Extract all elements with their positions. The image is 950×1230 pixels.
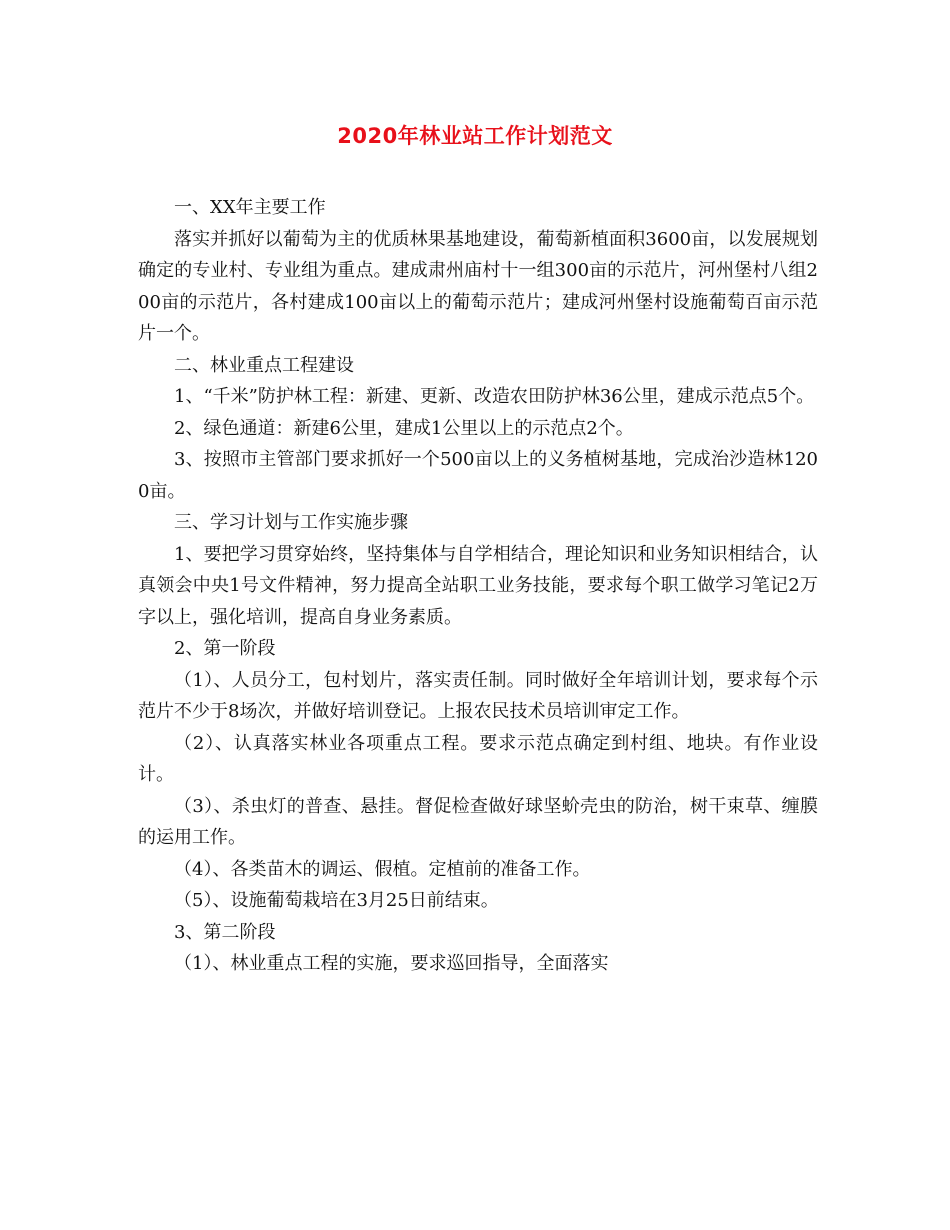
list-item-stage2-1: （1）、林业重点工程的实施，要求巡回指导，全面落实 <box>174 953 609 974</box>
paragraph-tree-planting-base: 3、按照市主管部门要求抓好一个500亩以上的义务植树基地，完成治沙造林1200亩。 <box>138 449 818 502</box>
paragraph-shelterbelt: 1、“千米”防护林工程：新建、更新、改造农田防护林36公里，建成示范点5个。 <box>174 386 815 407</box>
section-heading-3: 三、学习计划与工作实施步骤 <box>174 512 408 533</box>
stage-heading-1: 2、第一阶段 <box>174 638 276 659</box>
section-heading-2: 二、林业重点工程建设 <box>174 354 354 376</box>
list-item-stage1-1: （1）、人员分工，包村划片，落实责任制。同时做好全年培训计划，要求每个示范片不少于8场次，并做好培训登记。上报农民技术员培训审定工作。 <box>138 669 818 722</box>
document-title: 2020年林业站工作计划范文 <box>337 124 613 148</box>
list-item-stage1-5: （5）、设施葡萄栽培在3月25日前结束。 <box>174 890 499 911</box>
paragraph-study-plan: 1、要把学习贯穿始终，坚持集体与自学相结合，理论知识和业务知识相结合，认真领会中央1号文件精神，努力提高全站职工业务技能，要求每个职工做学习笔记2万字以上，强化培训，提高自身业务素质。 <box>138 543 818 628</box>
document-body <box>138 192 818 980</box>
list-item-stage1-4: （4）、各类苗木的调运、假植。定植前的准备工作。 <box>174 858 591 880</box>
paragraph-main-work: 落实并抓好以葡萄为主的优质林果基地建设，葡萄新植面积3600亩，以发展规划确定的专业村、专业组为重点。建成肃州庙村十一组300亩的示范片，河州堡村八组200亩的示范片，各村建成100亩以上的葡萄示范片；建成河州堡村设施葡萄百亩示范片一个。 <box>138 228 818 344</box>
stage-heading-2: 3、第二阶段 <box>174 921 276 943</box>
list-item-stage1-3: （3）、杀虫灯的普查、悬挂。督促检查做好球坚蚧壳虫的防治，树干束草、缠膜的运用工作。 <box>138 795 818 848</box>
list-item-stage1-2: （2）、认真落实林业各项重点工程。要求示范点确定到村组、地块。有作业设计。 <box>138 732 818 785</box>
section-heading-1: 一、XX年主要工作 <box>174 197 326 218</box>
paragraph-green-channel: 2、绿色通道：新建6公里，建成1公里以上的示范点2个。 <box>174 417 634 439</box>
